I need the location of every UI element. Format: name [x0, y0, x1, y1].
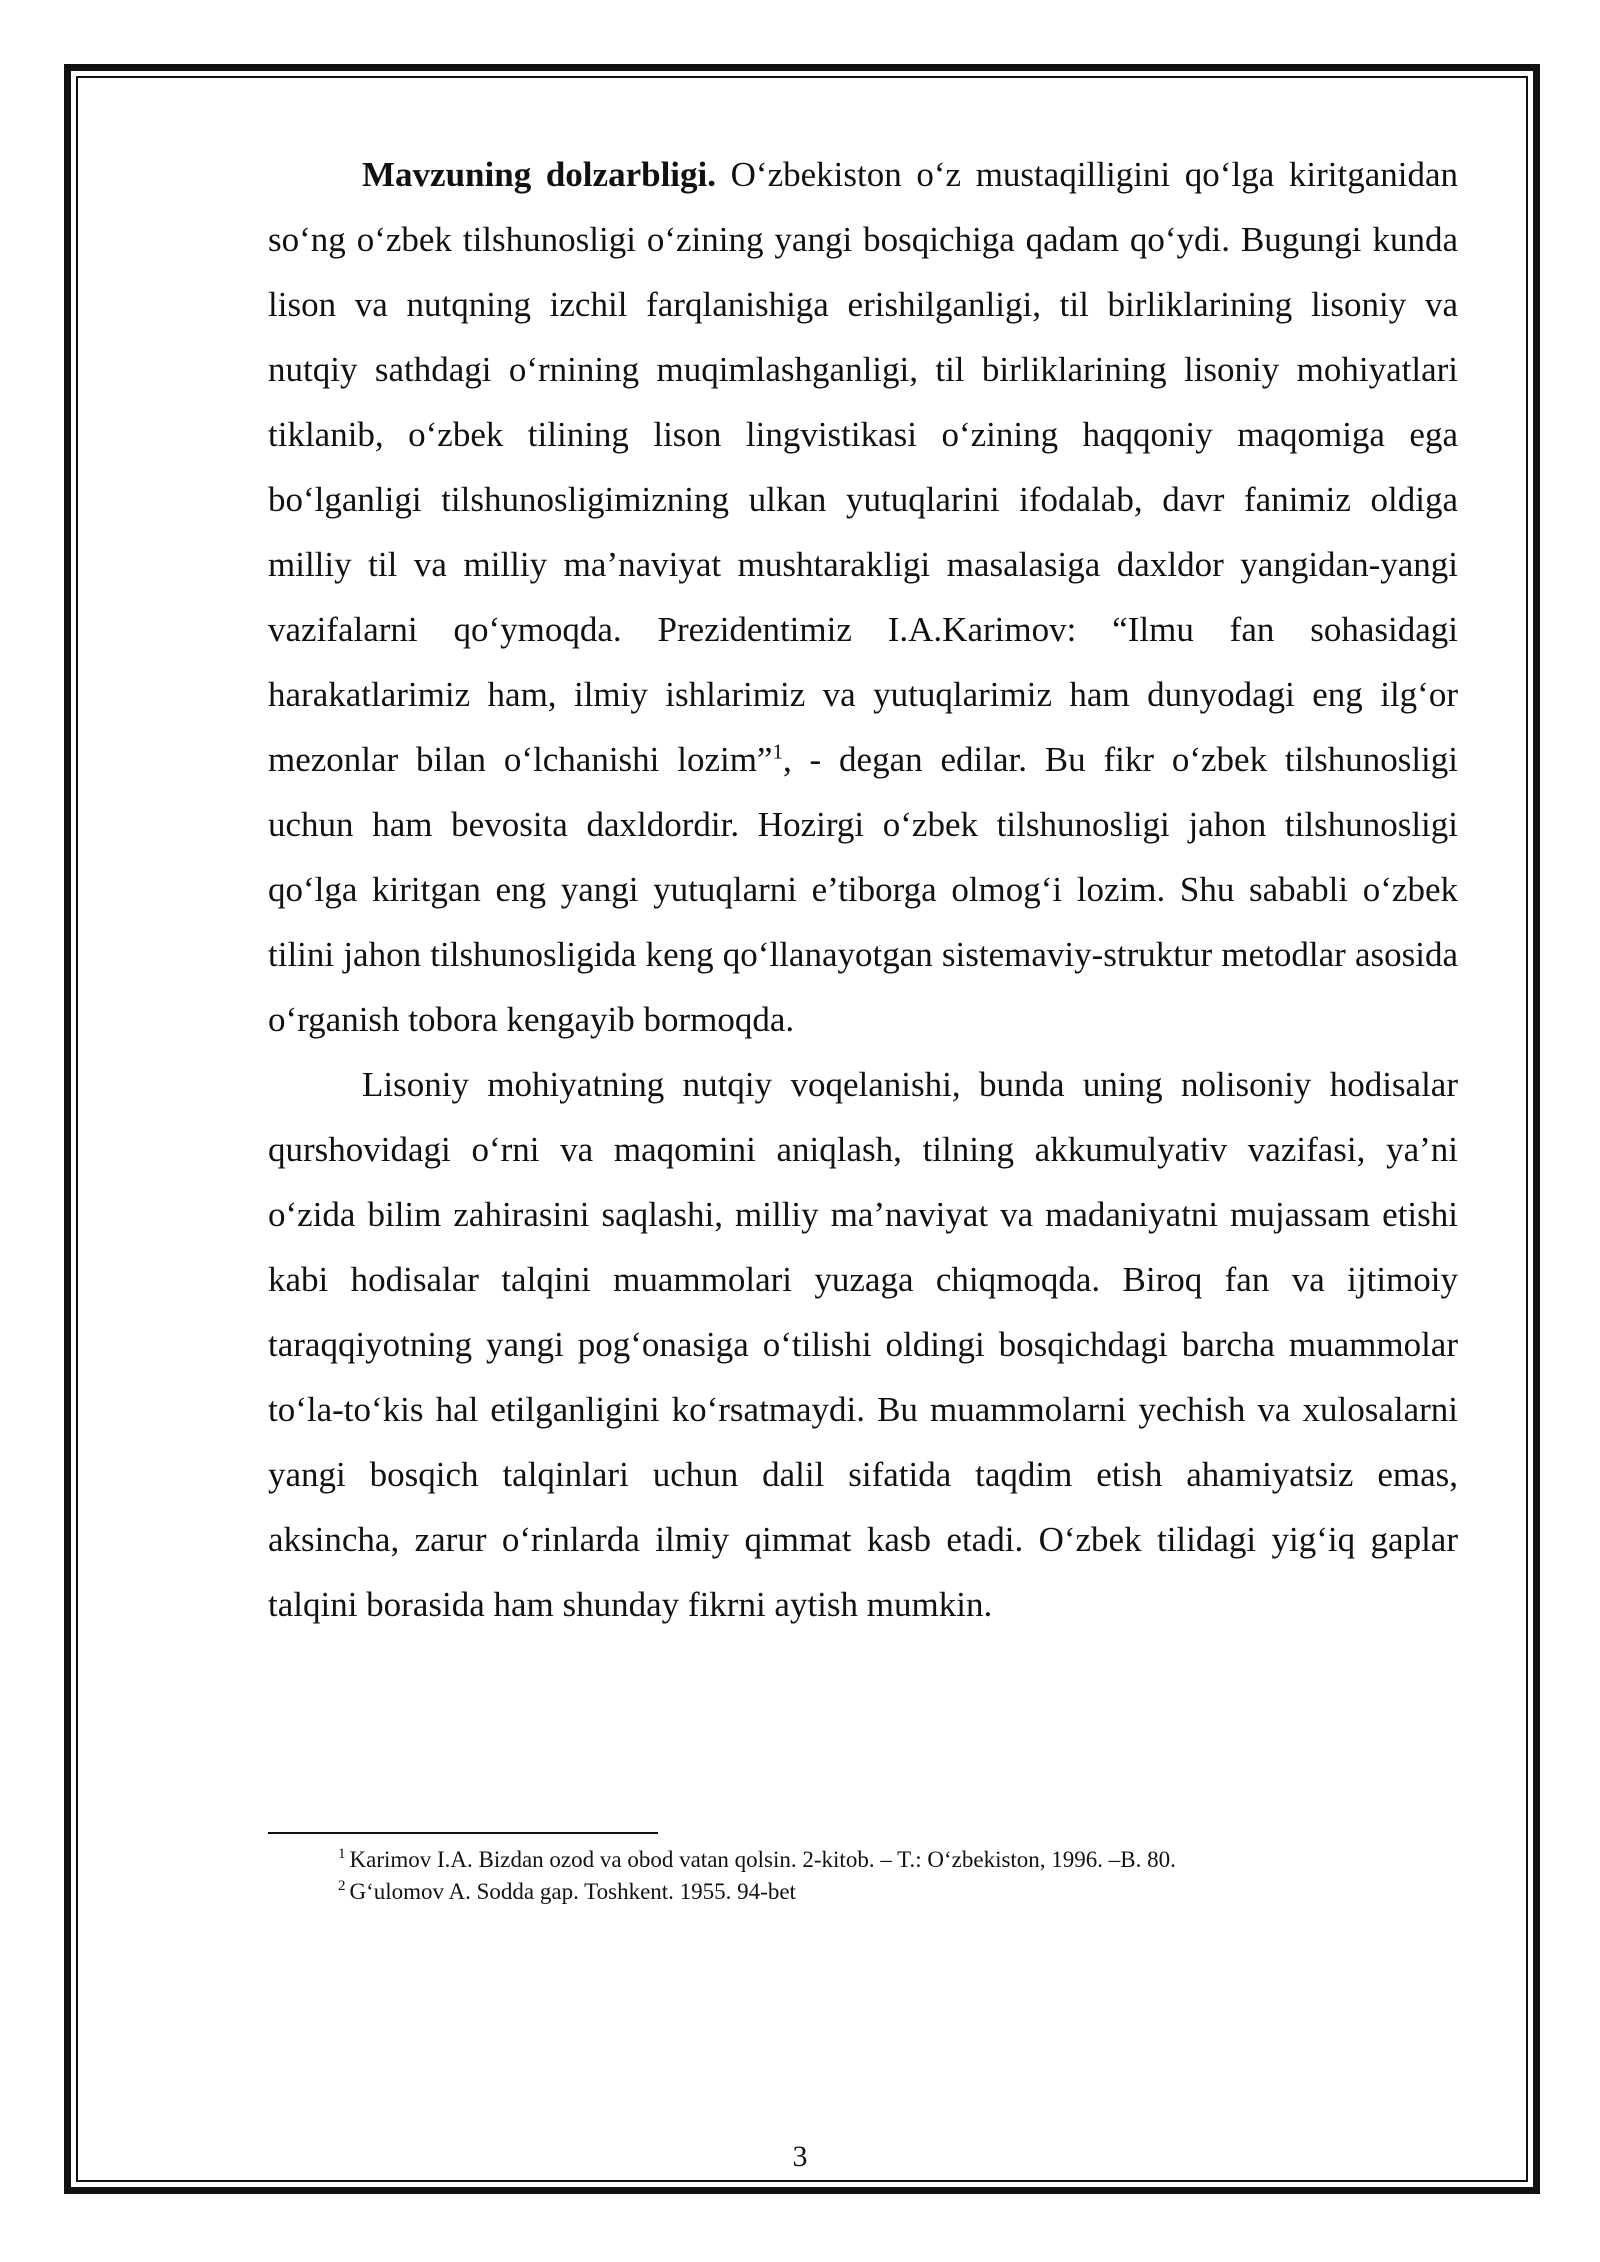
footnote-item: [338, 1876, 1438, 1908]
footnote-number: 1: [338, 1846, 346, 1863]
paragraph-text: O‘zbekiston o‘z mustaqilligini qo‘lga kiritganidan so‘ng o‘zbek tilshunosligi o‘zining yangi bosqichiga qadam qo‘ydi. Bugungi kunda lison va nutqning izchil farqlanishiga erishilganligi, til birliklarining lisoniy va nutqiy sathdagi o‘rnining muqimlashganligi, til birliklarining lisoniy mohiyatlari tiklanib, o‘zbek tilining lison lingvistikasi o‘zining haqqoniy maqomiga ega bo‘lganligi tilshunosligimizning ulkan yutuqlarini ifodalab, davr fanimiz oldiga milliy til va milliy ma’naviyat mushtarakligi masalasiga daxldor yangidan-yangi vazifalarni qo‘ymoqda. Prezidentimiz I.A.Karimov: “Ilmu fan sohasidagi harakatlarimiz ham, ilmiy ishlarimiz va yutuqlarimiz ham dunyodagi eng ilg‘or mezonlar bilan o‘lchanishi lozim”: [268, 155, 1458, 779]
footnote-reference[interactable]: 1: [772, 739, 783, 764]
footnote-text: Karimov I.A. Bizdan ozod va obod vatan qolsin. 2-kitob. – T.: O‘zbekiston, 1996. –B. 80.: [349, 1847, 1176, 1872]
footnote-number: 2: [338, 1878, 346, 1895]
paragraph-problems: Lisoniy mohiyatning nutqiy voqelanishi, bunda uning nolisoniy hodisalar qurshovidagi o‘rni va maqomini aniqlash, tilning akkumulyativ vazifasi, ya’ni o‘zida bilim zahirasini saqlashi, milliy ma’naviyat va madaniyatni mujassam etishi kabi hodisalar talqini muammolari yuzaga chiqmoqda. Biroq fan va ijtimoiy taraqqiyotning yangi pog‘onasiga o‘tilishi oldingi bosqichdagi barcha muammolar to‘la-to‘kis hal etilganligini ko‘rsatmaydi. Bu muammolarni yechish va xulosalarni yangi bosqich talqinlari uchun dalil sifatida taqdim etish ahamiyatsiz emas, aksincha, zarur o‘rinlarda ilmiy qimmat kasb etadi. O‘zbek tilidagi yig‘iq gaplar talqini borasida ham shunday fikrni aytish mumkin.: [268, 1065, 1458, 1624]
main-text: [268, 142, 1458, 1637]
footnote-separator: [268, 1832, 658, 1834]
section-heading-relevance: Mavzuning dolzarbligi.: [362, 155, 716, 194]
footnotes: [338, 1844, 1438, 1908]
paragraph-relevance: [268, 142, 1458, 1052]
footnote-text: G‘ulomov A. Sodda gap. Toshkent. 1955. 94-bet: [349, 1879, 796, 1904]
footnote-item: [338, 1844, 1438, 1876]
page-number: 3: [792, 2140, 808, 2173]
paragraph-text: , - degan edilar. Bu fikr o‘zbek tilshunosligi uchun ham bevosita daxldordir. Hozirgi o‘zbek tilshunosligi jahon tilshunosligi qo‘lga kiritgan eng yangi yutuqlarni e’tiborga olmog‘i lozim. Shu sababli o‘zbek tilini jahon tilshunosligida keng qo‘llanayotgan sistemaviy-struktur metodlar asosida o‘rganish tobora kengayib bormoqda.: [268, 740, 1458, 1039]
